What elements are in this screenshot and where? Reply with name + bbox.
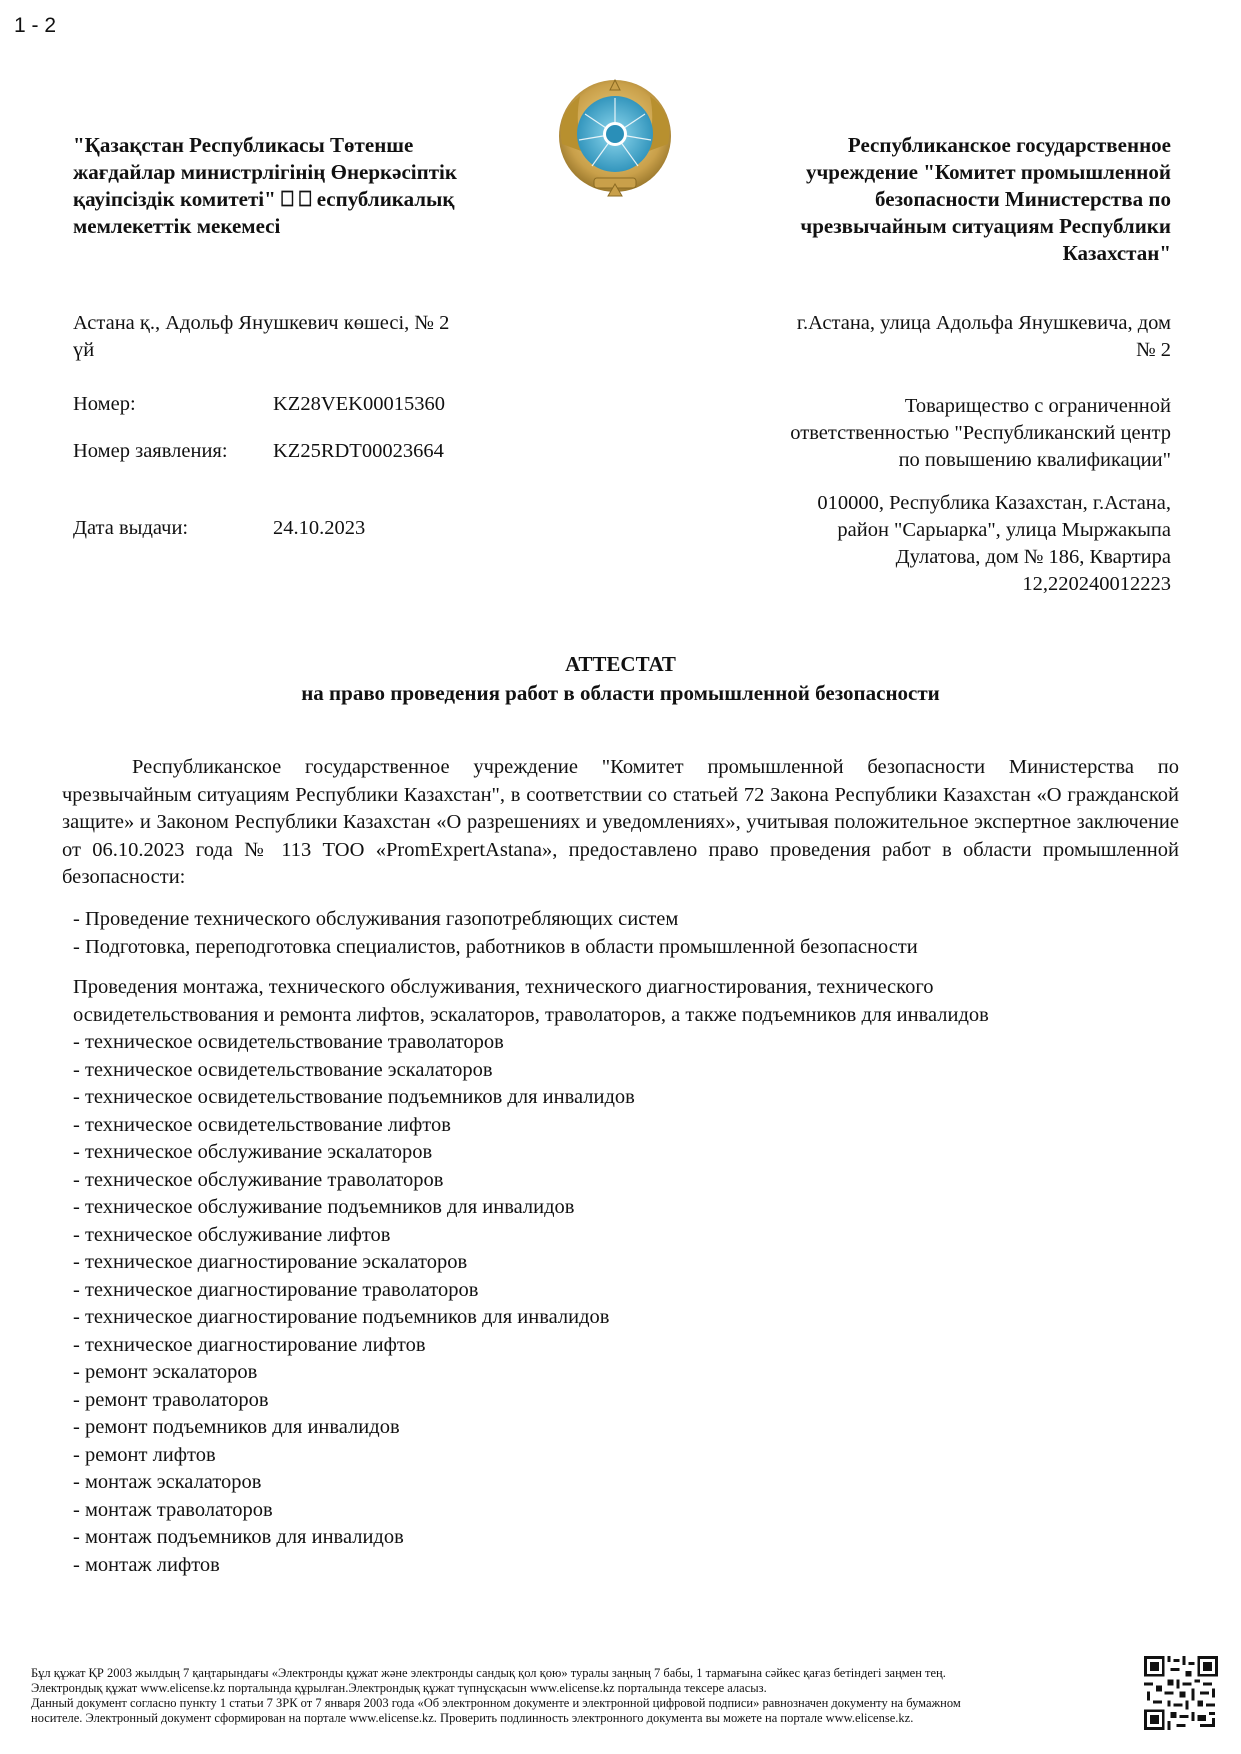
recipient-address-line: 010000, Республика Казахстан, г.Астана, (817, 492, 1171, 514)
issuer-kz-line: қауіпсіздік комитеті" ⎕ ⎕ еспубликалық (73, 187, 455, 211)
recipient-address (691, 490, 1171, 598)
list-item: - ремонт траволаторов (73, 1388, 269, 1411)
issue-date-field (73, 517, 633, 540)
number-value: KZ28VEK00015360 (273, 393, 445, 415)
application-number-field (73, 440, 633, 463)
footer-line: Бұл құжат ҚР 2003 жылдың 7 қаңтарындағы «Электронды құжат және электронды сандық қол қою» туралы заңның 7 бабы, 1 тармағына сәйкес қағаз бетіндегі заңмен тең. (31, 1666, 946, 1680)
address-ru-line: № 2 (1136, 339, 1171, 361)
issue-date-value: 24.10.2023 (273, 517, 366, 539)
document-title (0, 650, 1241, 708)
list-item: - ремонт подъемников для инвалидов (73, 1416, 400, 1438)
recipient-name-line: ответственностью "Республиканский центр (790, 422, 1171, 444)
number-field (73, 393, 633, 416)
recipient-address-line: Дулатова, дом № 186, Квартира (895, 546, 1171, 568)
activities-top-list (73, 906, 1183, 961)
footer-line: Электрондық құжат www.elicense.kz порталында құрылған.Электрондық құжат түпнұсқасын www.elicense.kz порталында тексере аласыз. (31, 1681, 767, 1695)
footer-line: Данный документ согласно пункту 1 статьи 7 ЗРК от 7 января 2003 года «Об электронном документе и электронной цифровой подписи» равнозначен документу на бумажном (31, 1696, 961, 1710)
recipient-address-line: район "Сарыарка", улица Мыржакыпа (837, 519, 1171, 541)
application-number-value: KZ25RDT00023664 (273, 440, 444, 462)
application-number-label: Номер заявления: (73, 440, 228, 462)
issue-date-label: Дата выдачи: (73, 517, 189, 539)
footer-line: носителе. Электронный документ сформирован на портале www.elicense.kz. Проверить подлинность электронного документа вы можете на портале www.elicense.kz. (31, 1711, 914, 1725)
list-item: - монтаж эскалаторов (73, 1471, 262, 1493)
body-paragraph: Республиканское государственное учреждение "Комитет промышленной безопасности Министерства по чрезвычайным ситуациям Республики Казахстан", в соответствии со статьей 72 Закона Республики Казахстан «О гражданской защите» и Законом Республики Казахстан «О разрешениях и уведомлениях», учитывая положительное экспертное заключение от 06.10.2023 года № 113 ТОО «PromExpertAstana», предоставлено право проведения работ в области промышленной безопасности: (62, 756, 1179, 888)
list-item: - техническое освидетельствование траволаторов (73, 1031, 504, 1053)
address-kz-line: үй (73, 339, 95, 361)
issuer-ru-line: Казахстан" (1062, 241, 1171, 265)
list-item: - техническое диагностирование эскалаторов (73, 1251, 468, 1273)
page-number: 1 - 2 (14, 14, 57, 37)
title-sub: на право проведения работ в области промышленной безопасности (301, 681, 940, 705)
list-item: - Проведение технического обслуживания газопотребляющих систем (73, 908, 679, 930)
state-emblem-icon (550, 74, 680, 204)
list-item: - монтаж подъемников для инвалидов (73, 1526, 404, 1548)
recipient-address-line: 12,220240012223 (1022, 573, 1171, 595)
address-ru-line: г.Астана, улица Адольфа Янушкевича, дом (796, 312, 1171, 334)
issuer-kz-line: "Қазақстан Республикасы Төтенше (73, 133, 414, 157)
list-item: - техническое обслуживание траволаторов (73, 1168, 444, 1191)
recipient-name (691, 393, 1171, 474)
qr-code-icon (1144, 1656, 1218, 1730)
issuer-ru-line: Республиканское государственное (847, 133, 1171, 157)
issuer-ru-line: безопасности Министерства по (875, 187, 1171, 211)
issuer-kz-line: мемлекеттік мекемесі (73, 214, 281, 238)
activities-group-list (73, 1029, 1183, 1579)
recipient-name-line: Товарищество с ограниченной (904, 395, 1171, 417)
issuer-address-ru (691, 310, 1171, 364)
issuer-kz-line: жағдайлар министрлігінің Өнеркәсіптік (73, 160, 457, 184)
list-item: - техническое диагностирование лифтов (73, 1333, 426, 1356)
issuer-name-kz (73, 132, 533, 240)
list-item: - техническое диагностирование траволаторов (73, 1278, 479, 1301)
list-item: - техническое освидетельствование эскалаторов (73, 1058, 493, 1081)
list-item: - техническое обслуживание лифтов (73, 1223, 391, 1246)
list-item: - техническое освидетельствование подъемников для инвалидов (73, 1086, 635, 1108)
issuer-ru-line: учреждение "Комитет промышленной (805, 160, 1171, 184)
list-item: - монтаж траволаторов (73, 1498, 273, 1521)
group-heading-line: освидетельствования и ремонта лифтов, эскалаторов, траволаторов, а также подъемников для инвалидов (73, 1003, 989, 1026)
list-item: - техническое диагностирование подъемников для инвалидов (73, 1306, 610, 1328)
issuer-address-kz (73, 310, 523, 364)
issuer-name-ru (731, 132, 1171, 267)
recipient-name-line: по повышению квалификации" (898, 449, 1171, 471)
list-item: - техническое обслуживание эскалаторов (73, 1141, 433, 1163)
activity-group-heading (73, 974, 1183, 1029)
legal-footer (31, 1666, 1131, 1726)
list-item: - монтаж лифтов (73, 1553, 220, 1576)
list-item: - техническое освидетельствование лифтов (73, 1113, 451, 1136)
number-label: Номер: (73, 393, 136, 415)
list-item: - техническое обслуживание подъемников для инвалидов (73, 1196, 575, 1218)
group-heading-line: Проведения монтажа, технического обслуживания, технического диагностирования, технического (73, 976, 934, 998)
address-kz-line: Астана қ., Адольф Янушкевич көшесі, № 2 (73, 312, 450, 334)
title-main: АТТЕСТАТ (565, 652, 676, 676)
list-item: - ремонт лифтов (73, 1443, 216, 1466)
list-item: - ремонт эскалаторов (73, 1361, 258, 1383)
issuer-ru-line: чрезвычайным ситуациям Республики (800, 214, 1171, 238)
list-item: - Подготовка, переподготовка специалистов, работников в области промышленной безопасности (73, 935, 918, 958)
